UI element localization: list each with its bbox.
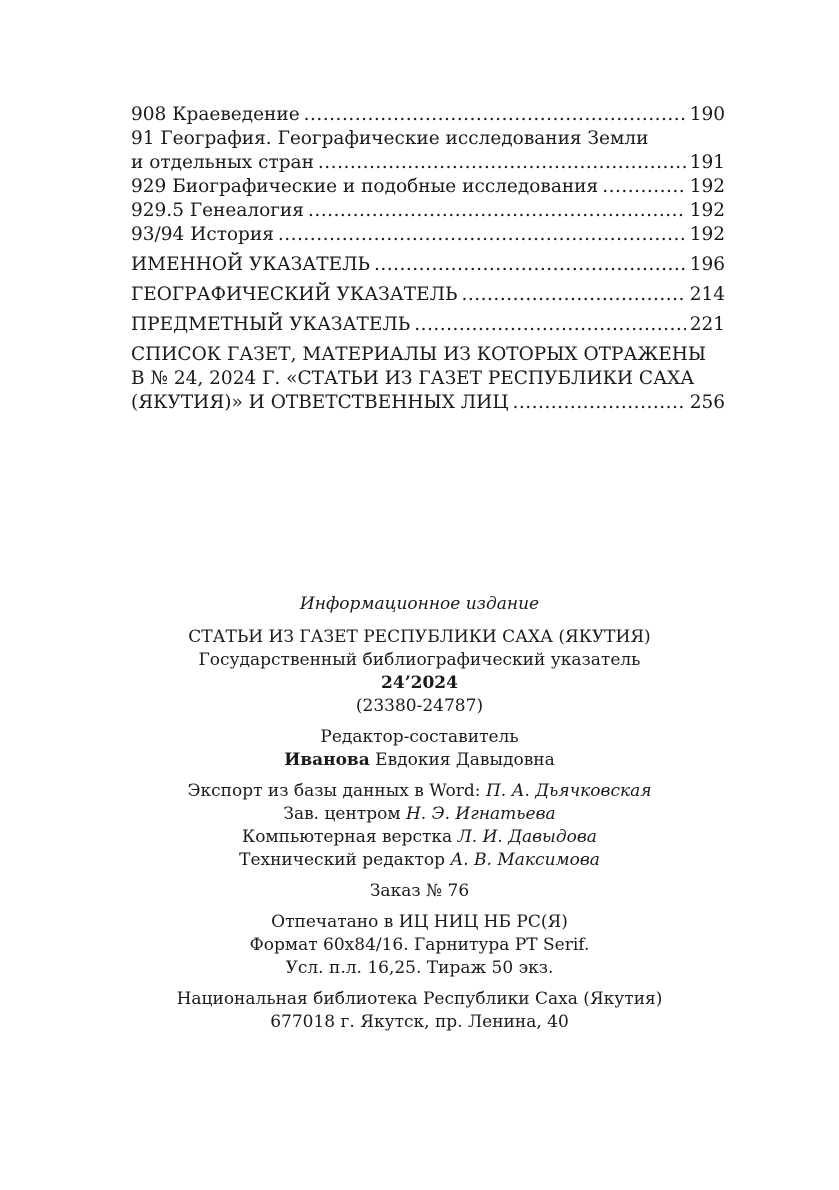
colophon (0, 593, 839, 1034)
toc-entry-title: ГЕОГРАФИЧЕСКИЙ УКАЗАТЕЛЬ (131, 284, 458, 305)
toc-entry-title: 93/94 История (131, 224, 274, 245)
toc-entry-title-cont: В № 24, 2024 Г. «СТАТЬИ ИЗ ГАЗЕТ РЕСПУБЛИКИ САХА (131, 368, 695, 389)
toc-entry-title-cont: (ЯКУТИЯ)» И ОТВЕТСТВЕННЫХ ЛИЦ (131, 392, 509, 413)
issue-number: 24’2024 (381, 673, 458, 693)
table-of-contents (131, 103, 725, 415)
layout-label: Компьютерная верстка (242, 827, 458, 847)
head-label: Зав. центром (283, 804, 406, 824)
toc-entry-title: 91 География. Географические исследования Земли (131, 128, 649, 149)
toc-leader-dots (374, 253, 686, 277)
editor-name: Евдокия Давыдовна (369, 750, 555, 770)
publication-subtitle: Государственный библиографический указатель (198, 650, 641, 670)
toc-entry-biografiya[interactable] (131, 175, 725, 199)
head-line (0, 803, 839, 826)
export-line (0, 780, 839, 803)
toc-entry-title: ИМЕННОЙ УКАЗАТЕЛЬ (131, 254, 371, 275)
toc-entry-newspaper-list[interactable] (131, 343, 725, 415)
editor-surname: Иванова (284, 750, 370, 770)
toc-page-number: 256 (689, 392, 725, 413)
publication-title: СТАТЬИ ИЗ ГАЗЕТ РЕСПУБЛИКИ САХА (ЯКУТИЯ) (188, 627, 651, 647)
tech-person: А. В. Максимова (450, 850, 600, 870)
toc-page-number: 191 (689, 152, 725, 173)
toc-page-number: 190 (689, 104, 725, 125)
toc-entry-title: СПИСОК ГАЗЕТ, МАТЕРИАЛЫ ИЗ КОТОРЫХ ОТРАЖЕНЫ (131, 344, 707, 365)
toc-entry-title: 929 Биографические и подобные исследования (131, 176, 599, 197)
toc-leader-dots (462, 283, 686, 307)
publisher-address: 677018 г. Якутск, пр. Ленина, 40 (270, 1012, 569, 1032)
printed-at: Отпечатано в ИЦ НИЦ НБ РС(Я) (271, 912, 568, 932)
toc-leader-dots (602, 175, 686, 199)
format-line: Формат 60х84/16. Гарнитура PT Serif. (249, 935, 590, 955)
editor-role: Редактор-составитель (320, 727, 519, 747)
export-person: П. А. Дьячковская (485, 781, 652, 801)
toc-entry-title: ПРЕДМЕТНЫЙ УКАЗАТЕЛЬ (131, 314, 411, 335)
print-run: Усл. п.л. 16,25. Тираж 50 экз. (285, 958, 554, 978)
toc-leader-dots (278, 223, 686, 247)
toc-entry-genealogiya[interactable] (131, 199, 725, 223)
toc-leader-dots (318, 151, 686, 175)
toc-page-number: 192 (689, 176, 725, 197)
toc-page-number: 192 (689, 224, 725, 245)
toc-entry-title-cont: и отдельных стран (131, 152, 314, 173)
toc-entry-title: 908 Краеведение (131, 104, 300, 125)
toc-entry-kraevedenie[interactable] (131, 103, 725, 127)
toc-leader-dots (304, 103, 686, 127)
toc-leader-dots (414, 313, 685, 337)
toc-page-number: 221 (689, 314, 725, 335)
toc-entry-geografiya[interactable] (131, 127, 725, 175)
toc-page-number: 196 (689, 254, 725, 275)
order-number: Заказ № 76 (369, 881, 470, 901)
tech-editor-line (0, 849, 839, 872)
head-person: Н. Э. Игнатьева (405, 804, 556, 824)
publisher-name: Национальная библиотека Республики Саха (Якутия) (176, 989, 663, 1009)
toc-page-number: 214 (689, 284, 725, 305)
tech-label: Технический редактор (239, 850, 451, 870)
entry-range: (23380-24787) (355, 696, 484, 716)
layout-person: Л. И. Давыдова (457, 827, 597, 847)
toc-entry-geo-index[interactable] (131, 283, 725, 307)
layout-line (0, 826, 839, 849)
toc-entry-name-index[interactable] (131, 253, 725, 277)
edition-type: Информационное издание (299, 594, 540, 614)
toc-entry-subject-index[interactable] (131, 313, 725, 337)
editor-line (0, 749, 839, 772)
toc-leader-dots (308, 199, 686, 223)
toc-entry-title: 929.5 Генеалогия (131, 200, 304, 221)
toc-entry-istoriya[interactable] (131, 223, 725, 247)
toc-leader-dots (512, 391, 685, 415)
toc-page-number: 192 (689, 200, 725, 221)
export-label: Экспорт из базы данных в Word: (187, 781, 486, 801)
